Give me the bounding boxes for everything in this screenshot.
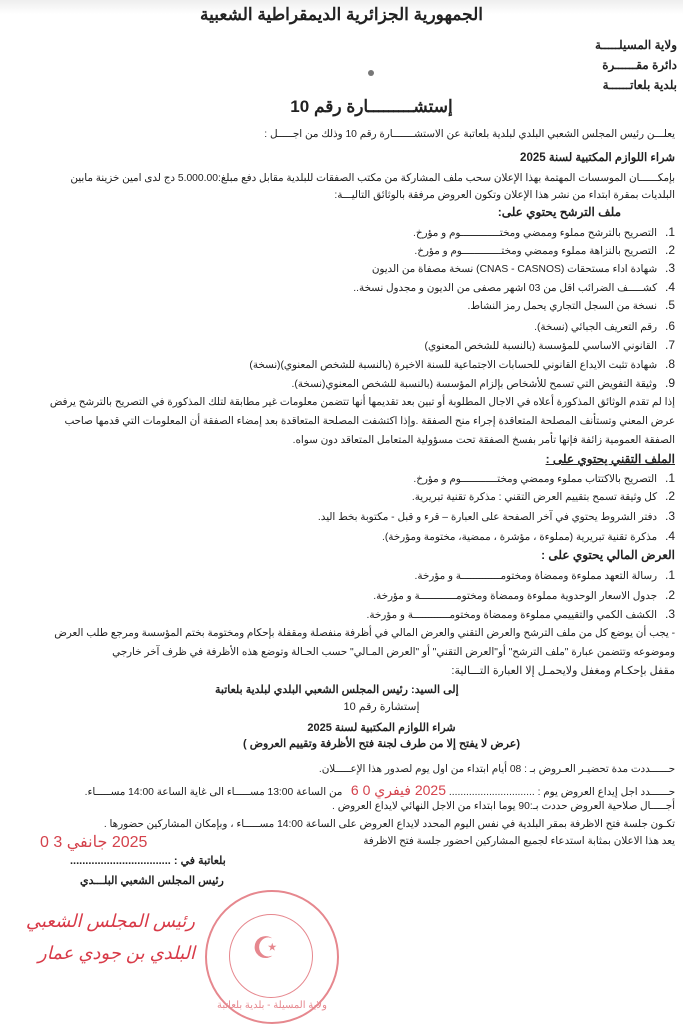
financial-note: مقفل بإحكـام ومغفل ولايحمـل إلا العبارة التـــالية: bbox=[451, 665, 675, 677]
item-number: 1. bbox=[664, 225, 675, 239]
baladia-label: بلدية بلعاتــــــة bbox=[602, 78, 677, 92]
paragraph-line: البلديات بمقرة ابتداء من نشر هذا الإعلان وتكون العروض مرفقة بالوثائق التاليـــة: bbox=[334, 190, 675, 201]
item-text: جدول الاسعار الوحدوية مملوءة وممضاة ومختومــــــــــــة و مؤرخة. bbox=[373, 591, 657, 602]
item-number: 4. bbox=[664, 280, 675, 294]
item-number: 1. bbox=[664, 568, 675, 582]
envelope-ref: إستشارة رقم 10 bbox=[343, 701, 420, 713]
financial-note: وموضوعه وتتضمن عبارة "ملف الترشح" أو"العرض التقني" أو "العرض المـالي" حسب الحـالة وتوضع هذه الأظرفة في ظرف آخر خارجي bbox=[112, 647, 675, 658]
validity-period: أجـــــال صلاحية العروض حددت بـ:90 يوما ابتداء من الاجل النهائي لايداع العروض . bbox=[331, 801, 675, 812]
technical-heading: الملف التقني يحتوي على : bbox=[545, 452, 675, 466]
list-item bbox=[291, 376, 675, 392]
item-text: كشـــــف الضرائب اقل من 03 اشهر مصفى من الديون و مجدول نسخة.. bbox=[353, 283, 657, 294]
item-text: التصريح بالترشح مملوء وممضي ومختـــــــــــــوم و مؤرخ. bbox=[412, 228, 657, 239]
candidacy-note: الصفقة العمومية زائفة فإنها تأمر بفسخ الصفقة تحت مسؤولية المتعامل المتعاقد دون سواه. bbox=[292, 435, 675, 446]
item-text: رسالة التعهد مملوءة وممضاة ومختومـــــــــــــة و مؤرخة. bbox=[414, 571, 657, 582]
item-number: 5. bbox=[664, 298, 675, 312]
item-number: 9. bbox=[664, 376, 675, 390]
deadline-line bbox=[85, 782, 675, 801]
list-item bbox=[318, 509, 675, 525]
handwritten-signature: رئيس المجلس الشعبي البلدي بن جودي عمار bbox=[25, 911, 195, 963]
list-item bbox=[467, 298, 675, 314]
subject-heading: شراء اللوازم المكتبية لسنة 2025 bbox=[520, 152, 675, 164]
invitation-note: يعد هذا الاعلان بمثابة استدعاء لجميع المشاركين احضور جلسة فتح الاظرفة bbox=[363, 836, 675, 847]
list-item bbox=[249, 357, 675, 373]
republic-header: الجمهورية الجزائرية الديمقراطية الشعبية bbox=[200, 5, 483, 24]
signature-place: بلعاتبة في : ................................. bbox=[70, 855, 226, 867]
date-stamp: 2025 جانفي 3 0 bbox=[40, 834, 148, 851]
item-text: وثيقة التفويض التي تسمح للأشخاص بإلزام المؤسسة (بالنسبة للشخص المعنوي(نسخة). bbox=[291, 379, 657, 390]
envelope-warning: (عرض لا يفتح إلا من طرف لجنة فتح الأظرفة وتقييم العروض ) bbox=[243, 738, 520, 750]
item-number: 2. bbox=[664, 489, 675, 503]
star-crescent-icon: ☪ bbox=[252, 931, 279, 966]
document-title: إستشـــــــــارة رقم 10 bbox=[290, 97, 453, 116]
deadline-date-stamp: 2025 فيفري 0 6 bbox=[350, 782, 447, 798]
list-item bbox=[413, 471, 675, 487]
item-text: دفتر الشروط يحتوي في آخر الصفحة على العبارة – قرء و قبل - مكتوبة بخط اليد. bbox=[317, 512, 657, 523]
list-item bbox=[413, 225, 675, 241]
stamp-text: ولاية المسيلة - بلدية بلعاتبة bbox=[217, 1000, 327, 1011]
list-item bbox=[534, 319, 675, 335]
paragraph-line: بإمكــــــان الموسسات المهتمة بهذا الإعلان سحب ملف المشاركة من مكتب الصفقات للبلدية مقابل دفع مبلغ:5.000.00 دج لدى امين خزينة مابين bbox=[70, 173, 675, 184]
list-item bbox=[412, 489, 675, 505]
item-number: 6. bbox=[664, 319, 675, 333]
list-item bbox=[372, 261, 675, 277]
list-item bbox=[414, 243, 675, 259]
item-text: التصريح بالنزاهة مملوء وممضي ومختـــــــــــــوم و مؤرخ. bbox=[414, 246, 657, 257]
opening-session: تكـون جلسة فتح الاظرفة بمقر البلدية في نفس اليوم المحدد لايداع العروض على الساعة 14:00 مســـــاء ، وبإمكان المشاركين حضورها . bbox=[103, 819, 675, 830]
list-item bbox=[353, 280, 675, 296]
item-text: التصريح بالاكتتاب مملوء وممضي ومختــــــــــــوم و مؤرخ. bbox=[413, 474, 657, 485]
item-text: شهادة اداء مستحقات (CNAS - CASNOS) نسخة مصفاة من الديون bbox=[371, 264, 657, 275]
item-number: 2. bbox=[664, 243, 675, 257]
envelope-subject: شراء اللوازم المكتبية لسنة 2025 bbox=[307, 722, 456, 734]
official-stamp bbox=[205, 890, 339, 1024]
candidacy-note: إذا لم تقدم الوثائق المذكورة أعلاه في الاجال المطلوبة أو تبين بعد تقديمها أنها تتضمن معلومات غير مطابقة لتلك المذكورة في التصريح بالترشح يرفض bbox=[49, 397, 675, 408]
candidacy-heading: ملف الترشح يحتوي على: bbox=[497, 205, 621, 219]
item-text: نسخة من السجل التجاري يحمل رمز النشاط. bbox=[467, 301, 657, 312]
deadline-prefix: حــــــدد اجل إيداع العروض يوم : .............................. bbox=[448, 787, 675, 798]
list-item bbox=[373, 588, 675, 604]
financial-note: - يجب أن يوضع كل من ملف الترشح والعرض التقني والعرض المالي في أظرفة منفصلة ومقفلة بإحكام ومختومة بختم المؤسسة ومرجع طلب العرض bbox=[54, 628, 675, 639]
item-number: 1. bbox=[664, 471, 675, 485]
item-number: 3. bbox=[664, 261, 675, 275]
item-number: 3. bbox=[664, 607, 675, 621]
wilaya-label: ولاية المسيلـــــة bbox=[595, 38, 677, 52]
item-text: القانوني الاساسي للمؤسسة (بالنسبة للشخص المعنوي) bbox=[424, 341, 657, 352]
intro-text: يعلـــن رئيس المجلس الشعبي البلدي لبلدية بلعاتبة عن الاستشـــــــارة رقم 10 وذلك من اجـــــل : bbox=[264, 129, 675, 140]
item-number: 7. bbox=[664, 338, 675, 352]
item-number: 3. bbox=[664, 509, 675, 523]
item-text: مذكرة تقنية تبريرية (مملوءة ، مؤشرة ، ممضية، مختومة ومؤرخة). bbox=[381, 532, 657, 543]
list-item bbox=[382, 529, 675, 545]
financial-heading: العرض المالي يحتوي على : bbox=[541, 548, 675, 562]
prep-period: حــــــددت مدة تحضيـر العـروض بـ : 08 أيام ابتداء من اول يوم لصدور هذا الإعـــــلان. bbox=[318, 764, 675, 775]
deadline-suffix: من الساعة 13:00 مســـــاء الى غاية الساعة 14:00 مســـــاء. bbox=[84, 787, 343, 798]
list-item bbox=[425, 338, 675, 354]
item-text: شهادة تثبت الايداع القانوني للحسابات الاجتماعية للسنة الاخيرة (بالنسبة للشخص المعنوي)(نسخة) bbox=[249, 360, 657, 371]
list-item bbox=[415, 568, 675, 584]
scan-speck bbox=[368, 70, 374, 76]
item-number: 2. bbox=[664, 588, 675, 602]
item-text: رقم التعريف الجبائي (نسخة). bbox=[534, 322, 657, 333]
envelope-to: إلى السيد: رئيس المجلس الشعبي البلدي لبلدية بلعاتبة bbox=[215, 684, 459, 696]
item-text: الكشف الكمي والتقييمي مملوءة وممضاة ومختومــــــــــــة و مؤرخة. bbox=[366, 610, 657, 621]
item-number: 8. bbox=[664, 357, 675, 371]
item-number: 4. bbox=[664, 529, 675, 543]
list-item bbox=[367, 607, 675, 623]
item-text: كل وثيقة تسمح بتقييم العرض التقني : مذكرة تقنية تبريرية. bbox=[411, 492, 657, 503]
signature-role: رئيس المجلس الشعبي البلـــدي bbox=[80, 875, 224, 887]
daira-label: دائرة مقــــــرة bbox=[602, 58, 677, 72]
candidacy-note: عرض المعني وتستأنف المصلحة المتعاقدة إجراء منح الصفقة .وإذا اكتشفت المصلحة المتعاقدة بعد إمضاء الصفقة أن المعلومات التي قدمها صاحب bbox=[64, 416, 675, 427]
